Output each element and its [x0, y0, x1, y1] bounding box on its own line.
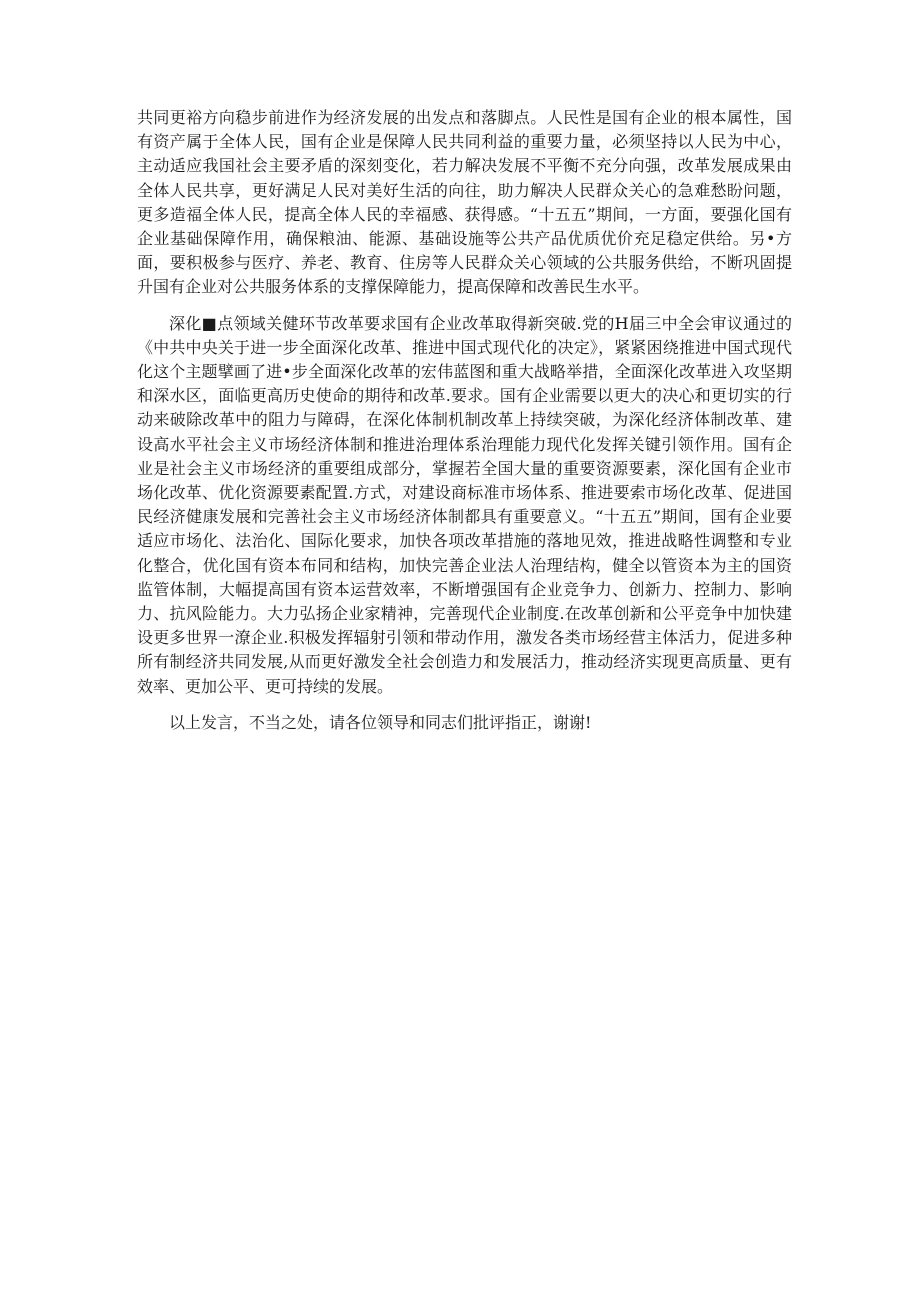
document-body — [137, 106, 792, 735]
paragraph-closing: 以上发言，不当之处，请各位领导和同志们批评指正，谢谢! — [169, 712, 592, 732]
paragraph-reform: 深化■点领域关健环节改革要求国有企业改革取得新突破.党的H届三中全会审议通过的《中共中央关于进一步全面深化改革、推进中国式现代化的决定》，紧紧困绕推进中国式现代化这个主题擘画了进•步全面深化改革的宏伟蓝图和重大战略举措，全面深化改革进入攻坚期和深水区，面临更高历史使命的期待和改革.要求。国有企业需要以更大的决心和更切实的行动来破除改革中的阻力与障碍，在深化体制机制改革上持续突破，为深化经济体制改革、建设高水平社会主义市场经济体制和推进治理体系治理能力现代化发挥关键引领作用。国有企业是社会主义市场经济的重要组成部分，掌握若全国大量的重要资源要素，深化国有企业市场化改革、优化资源要素配置.方式，对建设商标准市场体系、推进要索市场化改革、促进国民经济健康发展和完善社会主义市场经济体制都具有重要意义。“十五五”期间，国有企业要适应市场化、法治化、国际化要求，加快各项改革措施的落地见效，推进战略性调整和专业化整合，优化国有资本布同和结构，加快完善企业法人治理结构，健全以管资本为主的国资监管体制，大幅提高国有资本运营效率，不断增强国有企业竞争力、创新力、控制力、影响力、抗风险能力。大力弘扬企业家精神，完善现代企业制度.在改革创新和公平竞争中加快建设更多世界一潦企业.积极发挥辐射引领和带动作用，激发各类市场经营主体活力，促进多种所有制经济共同发展,从而更好激发全社会创造力和发展活力，推动经济实现更高质量、更有效率、更加公平、更可持续的发展。 — [137, 313, 792, 696]
paragraph-continuation: 共同更裕方向稳步前进作为经济发展的出发点和落脚点。人民性是国有企业的根本属性，国有资产属于全体人民，国有企业是保障人民共同利益的重要力量，必须坚持以人民为中心，主动适应我国社会主要矛盾的深刻变化，若力解决发展不平衡不充分向强，改革发展成果由全体人民共享，更好满足人民对美好生活的向往，助力解决人民群众关心的急难愁盼问题，更多造福全体人民，提高全体人民的幸福感、获得感。“十五五”期间，一方面，要强化国有企业基础保障作用，确保粮油、能源、基础设施等公共产品优质优价充足稳定供给。另•方面，要积极参与医疗、养老、教育、住房等人民群众关心领域的公共服务供给，不断巩固提升国有企业对公共服务体系的支撑保障能力，提高保障和改善民生水平。 — [137, 108, 792, 297]
